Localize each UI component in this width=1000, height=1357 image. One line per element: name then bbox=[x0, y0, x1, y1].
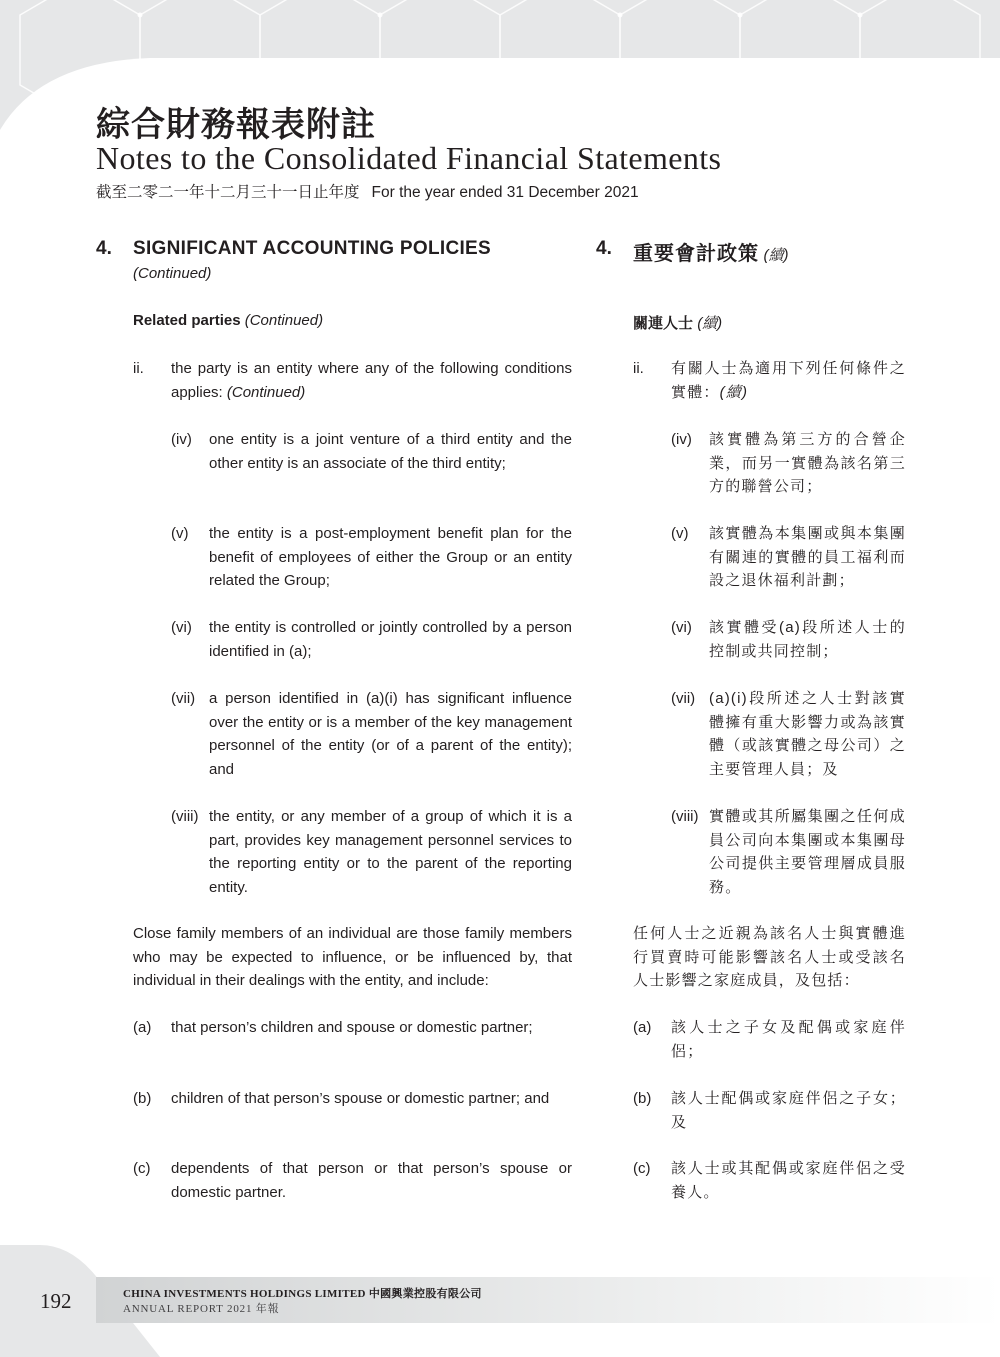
family-item-text: 該人士之子女及配偶或家庭伴侶； bbox=[671, 1019, 906, 1060]
sub-item-text: a person identified in (a)(i) has significant influence over the entity or is a member of the key management personnel of the entity (or of a parent of the entity); and bbox=[209, 690, 572, 778]
item-ii-body: 有關人士為適用下列任何條件之實體： bbox=[671, 360, 906, 401]
subheading bbox=[133, 312, 323, 329]
sub-item-text: the entity is a post-employment benefit plan for the benefit of employees of either the Group or an entity related the Group; bbox=[209, 525, 572, 589]
page-subtitle bbox=[96, 180, 639, 202]
subtitle-chinese: 截至二零二一年十二月三十一日止年度 bbox=[96, 184, 360, 201]
item-ii-text bbox=[671, 357, 906, 404]
sub-item-label: (viii) bbox=[171, 808, 199, 825]
section-title: SIGNIFICANT ACCOUNTING POLICIES bbox=[133, 238, 491, 259]
sub-item-label: (vi) bbox=[671, 619, 692, 636]
section-title-text: 重要會計政策 bbox=[633, 243, 759, 265]
sub-item-text: one entity is a joint venture of a third entity and the other entity is an associate of the third entity; bbox=[209, 431, 572, 472]
item-ii-body: the party is an entity where any of the following conditions applies: bbox=[171, 360, 572, 401]
sub-item-label: (iv) bbox=[671, 431, 692, 448]
item-ii-continued: (續) bbox=[719, 383, 749, 401]
close-family-paragraph: Close family members of an individual are those family members who may be expected to influence, or be influenced by, that individual in their dealings with the entity, and include: bbox=[133, 925, 572, 989]
family-item-text: children of that person’s spouse or domestic partner; and bbox=[171, 1090, 550, 1107]
sub-item-label: (vi) bbox=[171, 619, 192, 636]
section-continued: (Continued) bbox=[133, 265, 212, 282]
close-family-paragraph: 任何人士之近親為該名人士與實體進行買賣時可能影響該名人士或受該名人士影響之家庭成員，及包括： bbox=[633, 925, 906, 989]
family-item-label: (c) bbox=[133, 1160, 151, 1177]
subheading-text: Related parties bbox=[133, 312, 241, 329]
sub-item-text: 該實體為本集團或與本集團有關連的實體的員工福利而設之退休福利計劃； bbox=[709, 525, 906, 589]
section-title-zh bbox=[633, 237, 788, 266]
sub-item-text: 該實體為第三方的合營企業，而另一實體為該名第三方的聯營公司； bbox=[709, 431, 906, 495]
sub-item-label: (vii) bbox=[671, 690, 696, 707]
sub-item-label: (iv) bbox=[171, 431, 192, 448]
sub-item-label: (vii) bbox=[171, 690, 196, 707]
subheading-text: 關連人士 bbox=[633, 315, 694, 332]
sub-item-label: (v) bbox=[171, 525, 189, 542]
sub-item-text: the entity is controlled or jointly controlled by a person identified in (a); bbox=[209, 619, 572, 660]
page-title-english: Notes to the Consolidated Financial Statements bbox=[96, 140, 722, 176]
family-item-text: dependents of that person or that person’s spouse or domestic partner. bbox=[171, 1160, 572, 1201]
subtitle-english: For the year ended 31 December 2021 bbox=[371, 184, 639, 201]
sub-item-text: 該實體受(a)段所述人士的控制或共同控制； bbox=[709, 619, 906, 660]
family-item-label: (b) bbox=[633, 1090, 652, 1107]
subheading bbox=[633, 312, 722, 333]
item-ii-label: ii. bbox=[633, 360, 644, 377]
sub-item-text: the entity, or any member of a group of which it is a part, provides key management personnel services to the reporting entity or to the parent of the reporting entity. bbox=[209, 808, 572, 896]
footer-report-title: ANNUAL REPORT 2021 年報 bbox=[123, 1303, 280, 1315]
sub-item-text: (a)(i)段所述之人士對該實體擁有重大影響力或為該實體（或該實體之母公司）之主要管理人員；及 bbox=[709, 690, 906, 778]
item-ii-label: ii. bbox=[133, 360, 144, 377]
sub-item-label: (v) bbox=[671, 525, 689, 542]
family-item-label: (a) bbox=[633, 1019, 652, 1036]
subheading-continued: (續) bbox=[697, 315, 723, 332]
family-item-label: (a) bbox=[133, 1019, 152, 1036]
footer-company-name: CHINA INVESTMENTS HOLDINGS LIMITED 中國興業控股有限公司 bbox=[123, 1288, 482, 1300]
item-ii-continued: (Continued) bbox=[226, 383, 306, 401]
sub-item-label: (viii) bbox=[671, 808, 699, 825]
family-item-text: that person’s children and spouse or domestic partner; bbox=[171, 1019, 533, 1036]
page-title-chinese: 綜合財務報表附註 bbox=[96, 105, 376, 145]
family-item-label: (c) bbox=[633, 1160, 651, 1177]
subheading-continued: (Continued) bbox=[244, 312, 324, 329]
family-item-label: (b) bbox=[133, 1090, 152, 1107]
section-number: 4. bbox=[596, 238, 612, 259]
section-continued: (續) bbox=[763, 247, 789, 264]
section-number: 4. bbox=[96, 238, 112, 259]
family-item-text: 該人士配偶或家庭伴侶之子女；及 bbox=[671, 1090, 906, 1131]
family-item-text: 該人士或其配偶或家庭伴侶之受養人。 bbox=[671, 1160, 906, 1201]
sub-item-text: 實體或其所屬集團之任何成員公司向本集團或本集團母公司提供主要管理層成員服務。 bbox=[709, 808, 906, 896]
item-ii-text bbox=[171, 357, 572, 404]
page-number: 192 bbox=[40, 1289, 72, 1313]
